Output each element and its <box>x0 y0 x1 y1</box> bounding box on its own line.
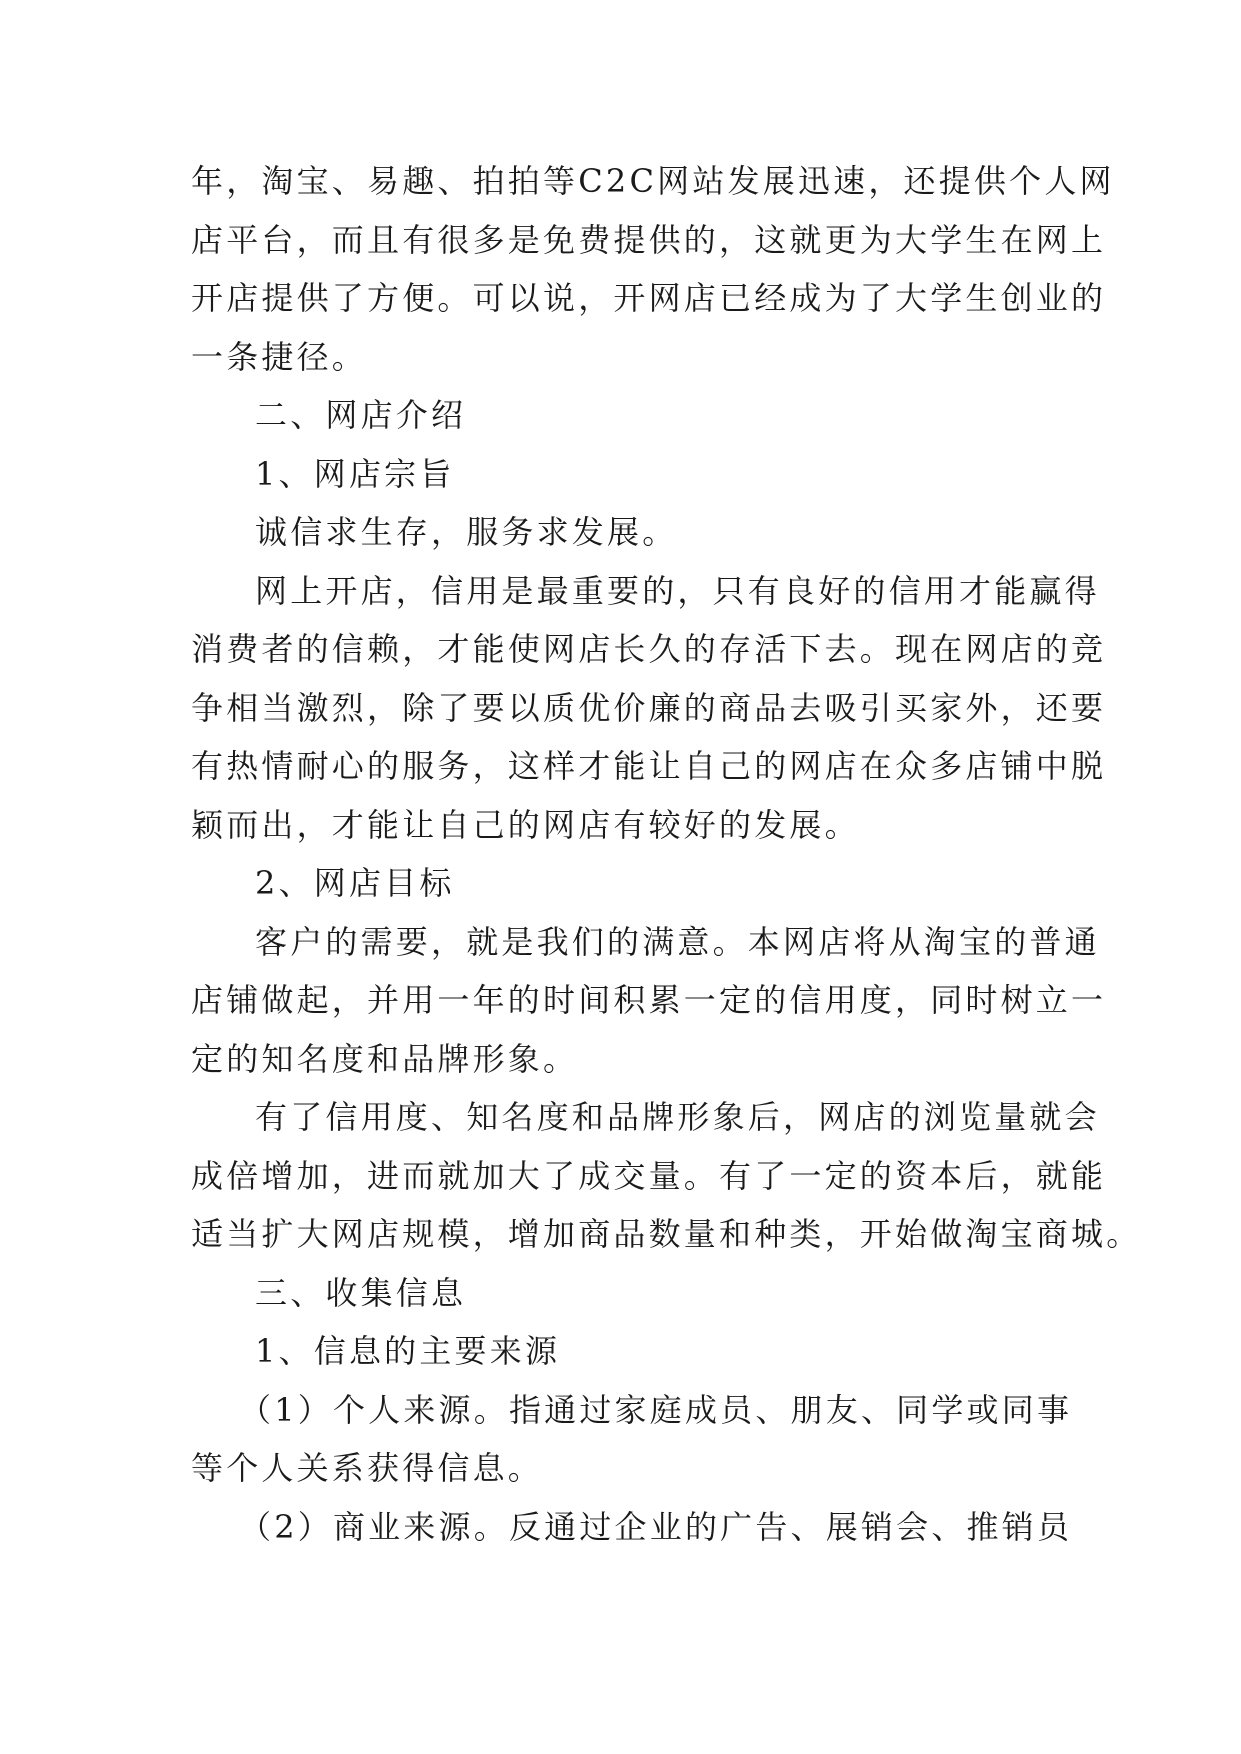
text-line: 消费者的信赖，才能使网店长久的存活下去。现在网店的竞 <box>191 630 1107 668</box>
section-heading-collect-info <box>191 1264 1051 1323</box>
text-line: （2）商业来源。反通过企业的广告、展销会、推销员 <box>239 1507 1073 1546</box>
paragraph-shop-motto <box>191 503 1051 562</box>
paragraph-intro-continued <box>191 152 1115 386</box>
heading-text: 二、网店介绍 <box>255 396 467 434</box>
text-line: 定的知名度和品牌形象。 <box>191 1039 579 1078</box>
text-line: 争相当激烈，除了要以质优价廉的商品去吸引买家外，还要 <box>191 688 1107 727</box>
paragraph-personal-source <box>191 1381 1073 1498</box>
document-body <box>191 152 1142 1556</box>
text-line: （1）个人来源。指通过家庭成员、朋友、同学或同事 <box>239 1390 1073 1429</box>
text-line: 有了信用度、知名度和品牌形象后，网店的浏览量就会 <box>255 1098 1100 1136</box>
text-line: 店铺做起，并用一年的时间积累一定的信用度，同时树立一 <box>191 981 1107 1019</box>
heading-text: 1、网店宗旨 <box>255 454 455 493</box>
subheading-info-sources <box>191 1322 1051 1381</box>
text-line: 网上开店，信用是最重要的，只有良好的信用才能赢得 <box>255 571 1100 610</box>
subheading-shop-goal <box>191 854 1051 913</box>
text-line: 成倍增加，进而就加大了成交量。有了一定的资本后，就能 <box>191 1156 1107 1195</box>
text-line: 有热情耐心的服务，这样才能让自己的网店在众多店铺中脱 <box>191 747 1107 785</box>
subheading-shop-purpose <box>191 445 1051 504</box>
paragraph-customer-needs <box>191 913 1107 1089</box>
text-line: 客户的需要，就是我们的满意。本网店将从淘宝的普通 <box>255 922 1100 961</box>
section-heading-shop-intro <box>191 386 1051 445</box>
text-line: 年，淘宝、易趣、拍拍等C2C网站发展迅速，还提供个人网 <box>191 162 1115 200</box>
heading-text: 1、信息的主要来源 <box>255 1332 561 1370</box>
text-line: 一条捷径。 <box>191 337 368 376</box>
text-line: 等个人关系获得信息。 <box>191 1449 544 1487</box>
heading-text: 2、网店目标 <box>255 864 455 902</box>
paragraph-commercial-source <box>191 1498 1073 1557</box>
paragraph-credit-importance <box>191 562 1107 855</box>
text-line: 适当扩大网店规模，增加商品数量和种类，开始做淘宝商城。 <box>191 1215 1142 1253</box>
paragraph-growth-plan <box>191 1088 1142 1264</box>
text-line: 颖而出，才能让自己的网店有较好的发展。 <box>191 805 860 844</box>
text-line: 开店提供了方便。可以说，开网店已经成为了大学生创业的 <box>191 279 1107 317</box>
heading-text: 三、收集信息 <box>255 1273 467 1312</box>
text-line: 诚信求生存，服务求发展。 <box>255 513 678 551</box>
text-line: 店平台，而且有很多是免费提供的，这就更为大学生在网上 <box>191 220 1107 259</box>
